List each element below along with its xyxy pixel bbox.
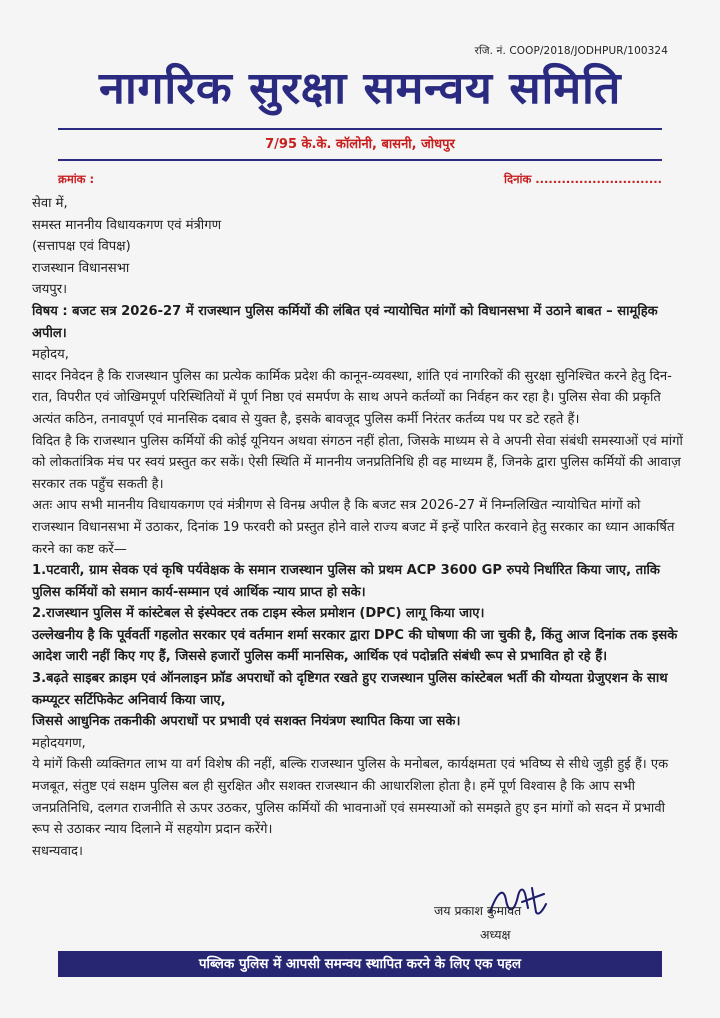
footer-slogan: पब्लिक पुलिस में आपसी समन्वय स्थापित करने के लिए एक पहल [58,951,662,977]
paragraph: अतः आप सभी माननीय विधायकगण एवं मंत्रीगण से विनम्र अपील है कि बजट सत्र 2026-27 में निम्नलिखित न्यायोचित मांगों को राजस्थान विधानसभा में उठाकर, दिनांक 19 फरवरी को प्रस्तुत होने वाले राज्य बजट में इन्हें पारित करवाने हेतु सरकार का ध्यान आकर्षित करने का कष्ट करें— [32,498,675,557]
addressee-line: सेवा में, [32,196,68,211]
demand-item: 3.बढ़ते साइबर क्राइम एवं ऑनलाइन फ्रॉड अपराधों को दृष्टिगत रखते हुए राजस्थान पुलिस कांस्टेबल भर्ती की योग्यता ग्रेजुएशन के साथ कम्प्यूटर सर्टिफिकेट अनिवार्य किया जाए, [32,671,668,708]
demand-item: 2.राजस्थान पुलिस में कांस्टेबल से इंस्पेक्टर तक टाइम स्केल प्रमोशन (DPC) लागू किया जाए। [32,606,485,622]
subject-line: विषय : बजट सत्र 2026-27 में राजस्थान पुलिस कर्मियों की लंबित एवं न्यायोचित मांगों को विधानसभा में उठाने बाबत – सामूहिक अपील। [32,303,658,341]
organization-title: नागरिक सुरक्षा समन्वय समिति [98,63,622,114]
demand-note: उल्लेखनीय है कि पूर्ववर्ती गहलोत सरकार एवं वर्तमान शर्मा सरकार द्वारा DPC की घोषणा की जा चुकी है, किंतु आज दिनांक तक इसके आदेश जारी नहीं किए गए हैं, जिससे हजारों पुलिस कर्मी मानसिक, आर्थिक एवं पदोन्नति संबंधी रूप से प्रभावित हो रहे हैं। [32,627,678,665]
salutation: महोदयगण, [32,735,86,751]
organization-address: 7/95 के.के. कॉलोनी, बासनी, जोधपुर [265,137,455,152]
letter-body [32,193,684,862]
signatory-name: जय प्रकाश कुमावत [434,903,522,918]
registration-number: रजि. नं. COOP/2018/JODHPUR/100324 [474,45,668,57]
paragraph: विदित है कि राजस्थान पुलिस कर्मियों की कोई यूनियन अथवा संगठन नहीं होता, जिसके माध्यम से वे अपनी सेवा संबंधी समस्याओं एवं मांगों को लोकतांत्रिक मंच पर स्वयं प्रस्तुत कर सकें। ऐसी स्थिति में माननीय जनप्रतिनिधि ही वह माध्यम हैं, जिनके द्वारा पुलिस कर्मियों की आवाज़ सरकार तक पहुँच सकती है। [32,433,683,492]
header-divider-bottom [58,159,662,161]
date-label: दिनांक ............................. [504,172,662,186]
salutation: महोदय, [32,347,69,363]
reference-number-label: क्रमांक : [58,172,95,186]
signatory-designation: अध्यक्ष [480,927,511,942]
signature-block [420,880,640,950]
addressee-line: समस्त माननीय विधायकगण एवं मंत्रीगण [32,217,222,233]
addressee-line: जयपुर। [32,282,68,298]
header-divider-top [58,128,662,130]
paragraph: ये मांगें किसी व्यक्तिगत लाभ या वर्ग विशेष की नहीं, बल्कि राजस्थान पुलिस के मनोबल, कार्यक्षमता एवं भविष्य से सीधे जुड़ी हुई हैं। एक मजबूत, संतुष्ट एवं सक्षम पुलिस बल ही सुरक्षित और सशक्त राजस्थान की आधारशिला होता है। हमें पूर्ण विश्वास है कि आप सभी जनप्रतिनिधि, दलगत राजनीति से ऊपर उठकर, पुलिस कर्मियों की भावनाओं एवं समस्याओं को समझते हुए इन मांगों को सदन में प्रभावी रूप से उठाकर न्याय दिलाने में सहयोग प्रदान करेंगे। [32,757,669,838]
demand-item-continued: जिससे आधुनिक तकनीकी अपराधों पर प्रभावी एवं सशक्त नियंत्रण स्थापित किया जा सके। [32,714,461,730]
demand-item: 1.पटवारी, ग्राम सेवक एवं कृषि पर्यवेक्षक के समान राजस्थान पुलिस को प्रथम ACP 3600 GP रुपये निर्धारित किया जाए, ताकि पुलिस कर्मियों को समान कार्य-सम्मान एवं आर्थिक न्याय प्राप्त हो सके। [32,563,660,600]
closing: सधन्यवाद। [32,843,83,859]
addressee-line: राजस्थान विधानसभा [32,260,130,276]
paragraph: सादर निवेदन है कि राजस्थान पुलिस का प्रत्येक कार्मिक प्रदेश की कानून-व्यवस्था, शांति एवं नागरिकों की सुरक्षा सुनिश्चित करने हेतु दिन-रात, विपरीत एवं जोखिमपूर्ण परिस्थितियों में पूर्ण निष्ठा एवं समर्पण के साथ अपने कर्तव्यों का निर्वहन कर रहा है। पुलिस सेवा की प्रकृति अत्यंत कठिन, तनावपूर्ण एवं मानसिक दबाव से युक्त है, इसके बावजूद पुलिस कर्मी निरंतर कर्तव्य पथ पर डटे रहते हैं। [32,368,672,427]
addressee-line: (सत्तापक्ष एवं विपक्ष) [32,239,131,255]
